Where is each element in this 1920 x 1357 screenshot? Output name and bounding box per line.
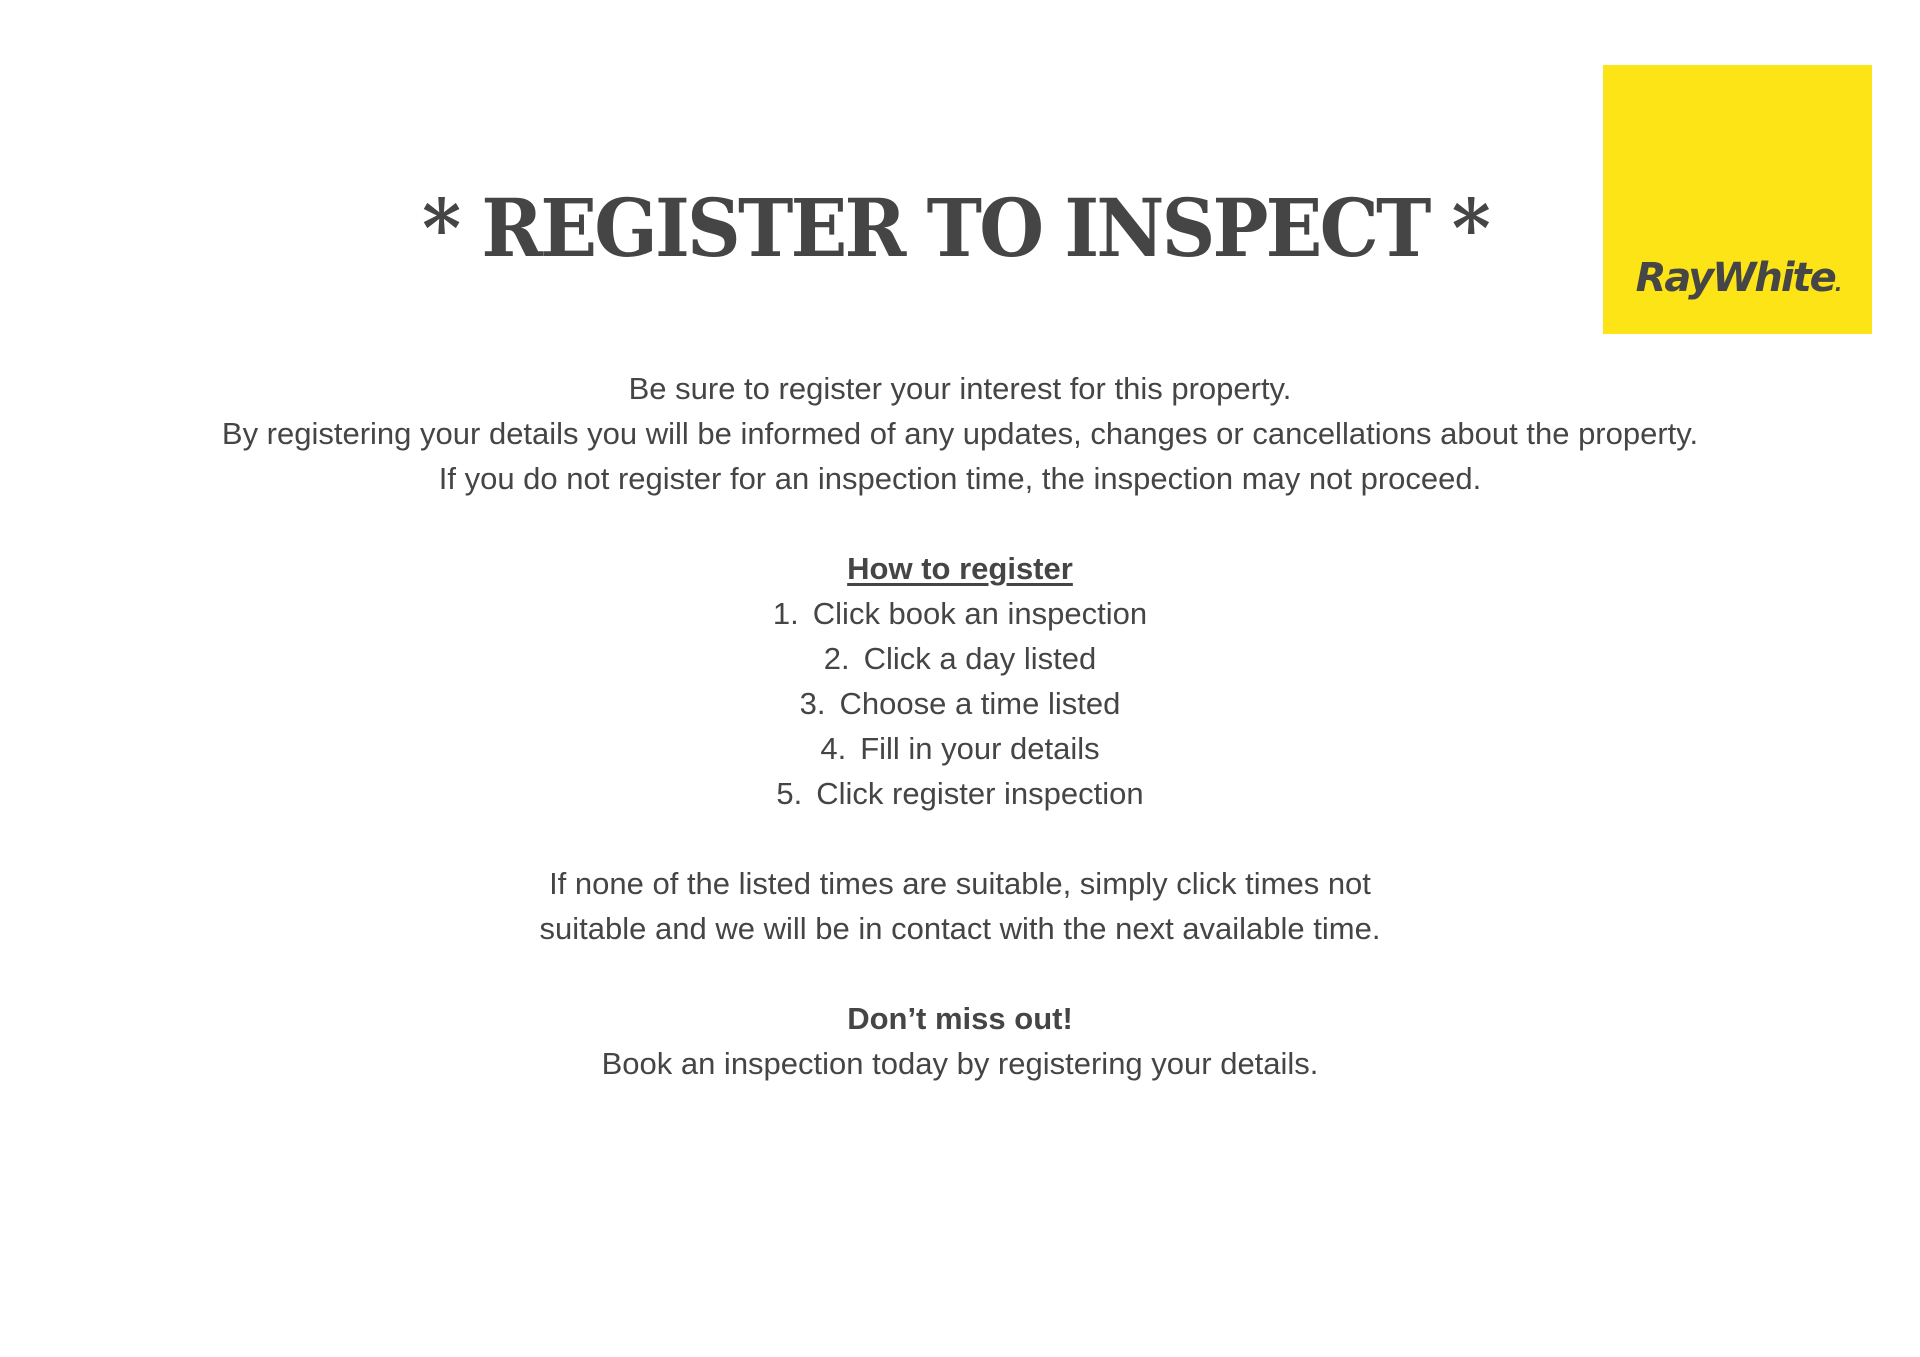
step-text: Choose a time listed <box>839 686 1121 721</box>
cta-heading: Don’t miss out! <box>847 1001 1073 1036</box>
spacer <box>0 501 1920 546</box>
page-title <box>0 178 1920 278</box>
intro-line-2: By registering your details you will be informed of any updates, changes or cancellations about the property. <box>221 416 1699 451</box>
note-line-1: If none of the listed times are suitable, simply click times not <box>549 866 1371 901</box>
intro-line-3: If you do not register for an inspection time, the inspection may not proceed. <box>438 461 1482 496</box>
document-body <box>0 366 1920 1086</box>
step-item <box>0 726 1920 771</box>
step-number: 2. <box>823 641 850 676</box>
step-text: Click register inspection <box>816 776 1144 811</box>
how-to-heading: How to register <box>847 551 1073 586</box>
step-number: 3. <box>799 686 826 721</box>
step-number: 4. <box>820 731 847 766</box>
step-item <box>0 771 1920 816</box>
spacer <box>0 816 1920 861</box>
step-number: 5. <box>776 776 803 811</box>
intro-line-1: Be sure to register your interest for this property. <box>628 371 1292 406</box>
cta-text: Book an inspection today by registering your details. <box>601 1046 1319 1081</box>
step-item <box>0 591 1920 636</box>
logo-dot: . <box>1834 272 1843 296</box>
spacer <box>0 951 1920 996</box>
step-text: Click a day listed <box>863 641 1097 676</box>
step-item <box>0 636 1920 681</box>
note-line-2: suitable and we will be in contact with the next available time. <box>539 911 1381 946</box>
step-text: Fill in your details <box>860 731 1100 766</box>
logo-text: RayWhite <box>1635 255 1835 301</box>
step-text: Click book an inspection <box>812 596 1148 631</box>
step-item <box>0 681 1920 726</box>
page-title-text: * REGISTER TO INSPECT * <box>422 181 1488 275</box>
step-number: 1. <box>772 596 799 631</box>
